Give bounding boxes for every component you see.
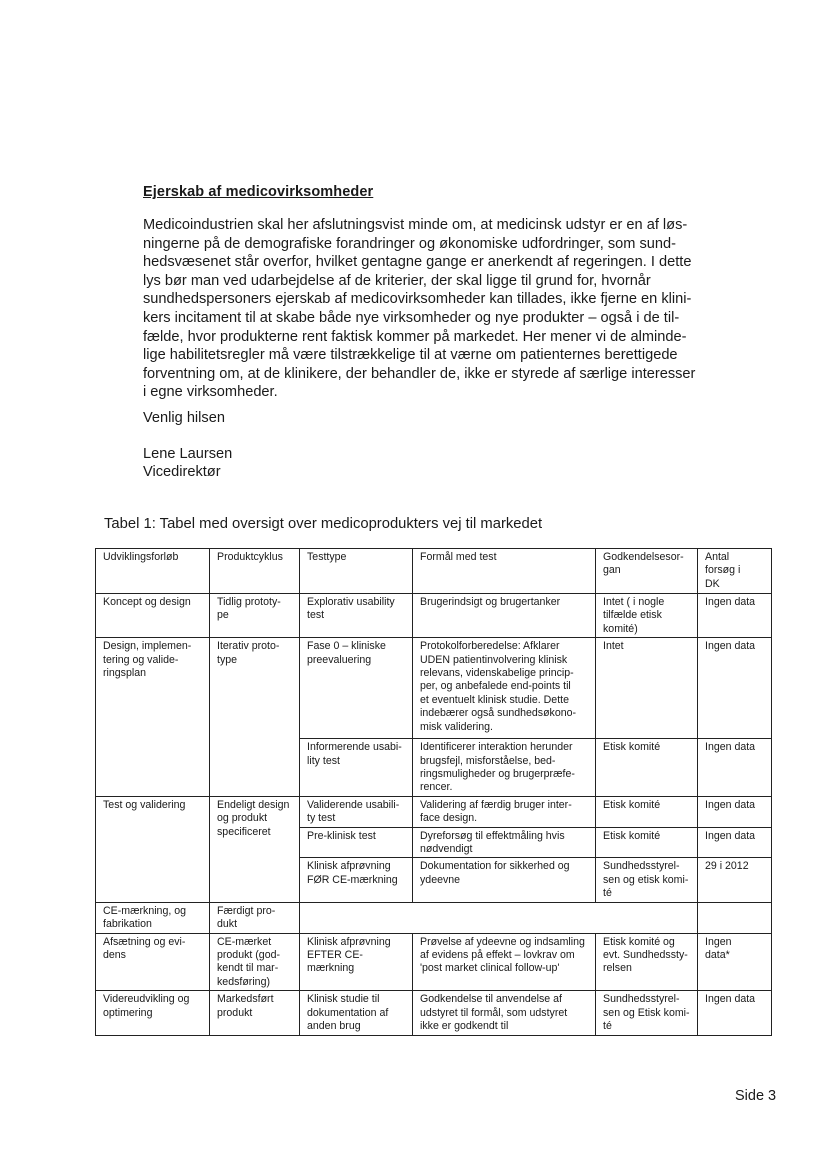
market-path-table [95, 548, 772, 1036]
cell-cycle: Tidlig prototy- pe [210, 594, 300, 638]
header-cell-purpose: Formål med test [413, 549, 596, 594]
table-header-row [96, 549, 772, 594]
table-row [96, 594, 772, 638]
table-caption: Tabel 1: Tabel med oversigt over medicoprodukters vej til markedet [104, 516, 543, 532]
header-cell-count: Antal forsøg i DK [698, 549, 772, 594]
cell-empty [300, 902, 698, 933]
signature-title: Vicedirektør [143, 464, 221, 480]
greeting: Venlig hilsen [143, 410, 225, 426]
header-cell-cycle: Produktcyklus [210, 549, 300, 594]
body-paragraph: Medicoindustrien skal her afslutningsvist minde om, at medicinsk udstyr er en af løs- ningerne på de demografiske forandringer og økonomiske udfordringer, som sund- hedsvæsenet står overfor, hvilket gentagne gange er anerkendt af regeringen. I dette lys bør man ved udarbejdelse af de kriterier, der skal ligge til grund for, hvornår sundhedspersoners ejerskab af medicovirksomheder kan tillades, ikke fjerne en klini- kers incitament til at skabe både nye virksomheder og nye produkter – også i de til- fælde, hvor produkterne rent faktisk kommer på markedet. Her mener vi de alminde- lige habilitetsregler må være tilstrækkelige til at værne om patienternes berettigede forventning om, at de klinikere, der behandler de, ikke er styrede af særlige interesser i egne virksomheder. [143, 217, 696, 401]
cell-purpose: Protokolforberedelse: Afklarer UDEN patientinvolvering klinisk relevans, videnskabelige princip- per, og anbefalede end-points til et eventuelt klinisk studie. Dette indebærer også sundhedsøkono- misk validering. [413, 638, 596, 739]
table-row [96, 638, 772, 739]
cell-cycle: Iterativ proto- type [210, 638, 300, 797]
cell-phase: Videreudvikling og optimering [96, 991, 210, 1036]
cell-count: Ingen data* [698, 933, 772, 991]
cell-phase: CE-mærkning, og fabrikation [96, 902, 210, 933]
cell-count: Ingen data [698, 739, 772, 797]
table-row [96, 902, 772, 933]
cell-purpose: Brugerindsigt og brugertanker [413, 594, 596, 638]
cell-purpose: Validering af færdig bruger inter- face design. [413, 796, 596, 827]
cell-test: Explorativ usability test [300, 594, 413, 638]
cell-approval: Sundhedsstyrel- sen og Etisk komi- té [596, 991, 698, 1036]
cell-purpose: Identificerer interaktion herunder brugsfejl, misforståelse, bed- ringsmuligheder og brugerpræfe- rencer. [413, 739, 596, 797]
cell-phase: Koncept og design [96, 594, 210, 638]
cell-purpose: Dyreforsøg til effektmåling hvis nødvendigt [413, 827, 596, 858]
cell-count: Ingen data [698, 827, 772, 858]
cell-purpose: Prøvelse af ydeevne og indsamling af evidens på effekt – lovkrav om 'post market clinical follow-up' [413, 933, 596, 991]
cell-approval: Intet ( i nogle tilfælde etisk komité) [596, 594, 698, 638]
cell-phase: Afsætning og evi- dens [96, 933, 210, 991]
cell-count: Ingen data [698, 796, 772, 827]
cell-test: Klinisk studie til dokumentation af anden brug [300, 991, 413, 1036]
cell-cycle: Færdigt pro- dukt [210, 902, 300, 933]
cell-cycle: Endeligt design og produkt specificeret [210, 796, 300, 902]
cell-count: 29 i 2012 [698, 858, 772, 902]
signature-name: Lene Laursen [143, 446, 233, 462]
cell-count: Ingen data [698, 638, 772, 739]
cell-test: Validerende usabili- ty test [300, 796, 413, 827]
cell-phase: Design, implemen- tering og valide- ringsplan [96, 638, 210, 797]
cell-purpose: Dokumentation for sikkerhed og ydeevne [413, 858, 596, 902]
header-cell-approval: Godkendelsesor- gan [596, 549, 698, 594]
cell-approval: Etisk komité [596, 796, 698, 827]
cell-phase: Test og validering [96, 796, 210, 902]
cell-purpose: Godkendelse til anvendelse af udstyret til formål, som udstyret ikke er godkendt til [413, 991, 596, 1036]
cell-empty [698, 902, 772, 933]
cell-test: Pre-klinisk test [300, 827, 413, 858]
cell-test: Klinisk afprøvning FØR CE-mærkning [300, 858, 413, 902]
cell-test: Fase 0 – kliniske preevaluering [300, 638, 413, 739]
table-row [96, 991, 772, 1036]
table-row [96, 796, 772, 827]
cell-approval: Etisk komité [596, 739, 698, 797]
cell-cycle: Markedsført produkt [210, 991, 300, 1036]
cell-test: Informerende usabi- lity test [300, 739, 413, 797]
cell-test: Klinisk afprøvning EFTER CE-mærkning [300, 933, 413, 991]
page-number: Side 3 [735, 1088, 777, 1104]
cell-count: Ingen data [698, 991, 772, 1036]
cell-count: Ingen data [698, 594, 772, 638]
cell-approval: Sundhedsstyrel- sen og etisk komi- té [596, 858, 698, 902]
section-heading: Ejerskab af medicovirksomheder [143, 184, 374, 200]
cell-cycle: CE-mærket produkt (god- kendt til mar- kedsføring) [210, 933, 300, 991]
header-cell-phase: Udviklingsforløb [96, 549, 210, 594]
cell-approval: Intet [596, 638, 698, 739]
cell-approval: Etisk komité og evt. Sundhedssty- relsen [596, 933, 698, 991]
header-cell-test: Testtype [300, 549, 413, 594]
table-row [96, 933, 772, 991]
cell-approval: Etisk komité [596, 827, 698, 858]
